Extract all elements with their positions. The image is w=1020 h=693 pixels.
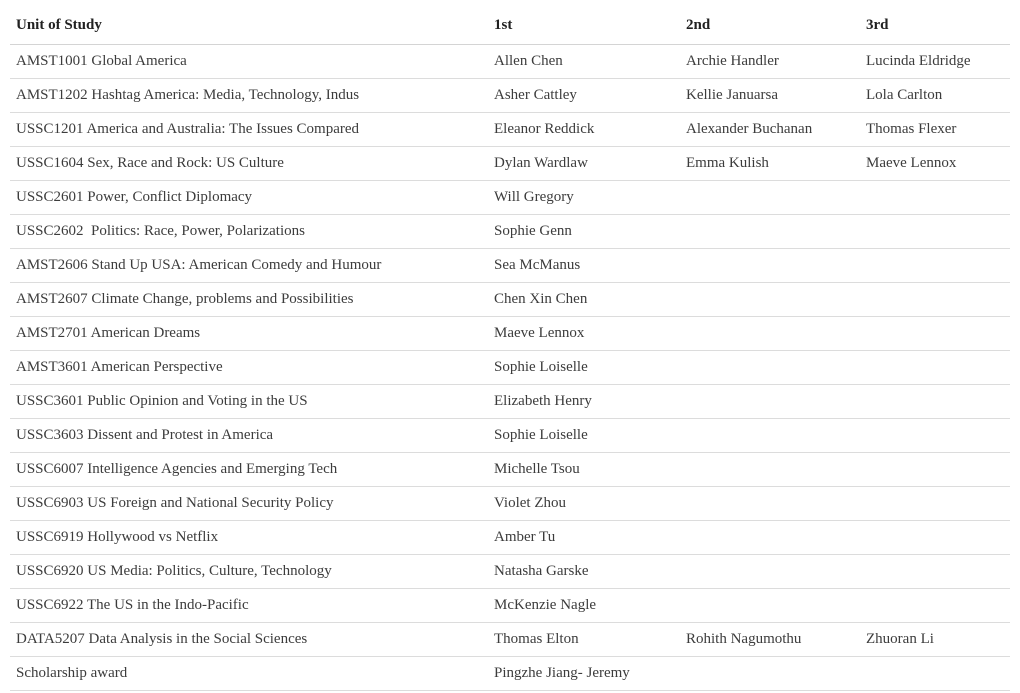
table-row: [10, 79, 1010, 113]
table-header-row: [10, 0, 1010, 45]
second-place-cell: [680, 283, 860, 317]
unit-cell: AMST1202 Hashtag America: Media, Technology, Indus: [10, 79, 488, 113]
unit-cell: USSC6007 Intelligence Agencies and Emerging Tech: [10, 453, 488, 487]
table-row: [10, 487, 1010, 521]
unit-cell: USSC6920 US Media: Politics, Culture, Technology: [10, 555, 488, 589]
second-place-cell: Archie Handler: [680, 45, 860, 79]
results-table-body: [10, 45, 1010, 691]
table-row: [10, 351, 1010, 385]
table-header: [10, 0, 1010, 45]
unit-cell: USSC6903 US Foreign and National Security Policy: [10, 487, 488, 521]
unit-cell: DATA5207 Data Analysis in the Social Sciences: [10, 623, 488, 657]
table-row: [10, 657, 1010, 691]
second-place-cell: [680, 555, 860, 589]
table-row: [10, 181, 1010, 215]
third-place-cell: [860, 657, 1010, 691]
third-place-cell: [860, 215, 1010, 249]
unit-cell: USSC1604 Sex, Race and Rock: US Culture: [10, 147, 488, 181]
third-place-cell: [860, 351, 1010, 385]
table-row: [10, 317, 1010, 351]
unit-cell: USSC2601 Power, Conflict Diplomacy: [10, 181, 488, 215]
table-row: [10, 385, 1010, 419]
second-place-cell: [680, 453, 860, 487]
unit-cell: USSC1201 America and Australia: The Issues Compared: [10, 113, 488, 147]
first-place-cell: Amber Tu: [488, 521, 680, 555]
third-place-cell: [860, 453, 1010, 487]
second-place-cell: [680, 351, 860, 385]
second-place-cell: [680, 589, 860, 623]
second-place-cell: [680, 385, 860, 419]
first-place-cell: Pingzhe Jiang- Jeremy: [488, 657, 680, 691]
third-place-cell: [860, 181, 1010, 215]
third-place-cell: [860, 555, 1010, 589]
awards-results-table: [10, 0, 1010, 691]
second-place-cell: Emma Kulish: [680, 147, 860, 181]
first-place-cell: Sophie Loiselle: [488, 419, 680, 453]
third-place-cell: [860, 317, 1010, 351]
second-place-cell: [680, 657, 860, 691]
third-place-cell: Lola Carlton: [860, 79, 1010, 113]
first-place-cell: Elizabeth Henry: [488, 385, 680, 419]
third-place-cell: Zhuoran Li: [860, 623, 1010, 657]
unit-cell: USSC2602 Politics: Race, Power, Polarizations: [10, 215, 488, 249]
second-place-cell: Rohith Nagumothu: [680, 623, 860, 657]
first-place-cell: Chen Xin Chen: [488, 283, 680, 317]
table-row: [10, 555, 1010, 589]
unit-cell: USSC6922 The US in the Indo-Pacific: [10, 589, 488, 623]
second-place-cell: [680, 215, 860, 249]
table-row: [10, 249, 1010, 283]
second-place-cell: [680, 249, 860, 283]
third-place-cell: [860, 589, 1010, 623]
first-place-cell: Sophie Loiselle: [488, 351, 680, 385]
third-place-cell: [860, 487, 1010, 521]
column-header-1st: 1st: [488, 0, 680, 45]
second-place-cell: Alexander Buchanan: [680, 113, 860, 147]
unit-cell: AMST2701 American Dreams: [10, 317, 488, 351]
table-row: [10, 623, 1010, 657]
column-header-unit-of-study: Unit of Study: [10, 0, 488, 45]
first-place-cell: Michelle Tsou: [488, 453, 680, 487]
third-place-cell: Maeve Lennox: [860, 147, 1010, 181]
table-row: [10, 113, 1010, 147]
first-place-cell: McKenzie Nagle: [488, 589, 680, 623]
unit-cell: USSC6919 Hollywood vs Netflix: [10, 521, 488, 555]
table-row: [10, 215, 1010, 249]
table-row: [10, 521, 1010, 555]
table-row: [10, 589, 1010, 623]
first-place-cell: Dylan Wardlaw: [488, 147, 680, 181]
table-row: [10, 45, 1010, 79]
first-place-cell: Will Gregory: [488, 181, 680, 215]
third-place-cell: Thomas Flexer: [860, 113, 1010, 147]
second-place-cell: [680, 317, 860, 351]
first-place-cell: Eleanor Reddick: [488, 113, 680, 147]
table-row: [10, 419, 1010, 453]
unit-cell: USSC3601 Public Opinion and Voting in the US: [10, 385, 488, 419]
table-row: [10, 147, 1010, 181]
unit-cell: Scholarship award: [10, 657, 488, 691]
first-place-cell: Thomas Elton: [488, 623, 680, 657]
unit-cell: USSC3603 Dissent and Protest in America: [10, 419, 488, 453]
first-place-cell: Sea McManus: [488, 249, 680, 283]
second-place-cell: [680, 181, 860, 215]
second-place-cell: Kellie Januarsa: [680, 79, 860, 113]
third-place-cell: Lucinda Eldridge: [860, 45, 1010, 79]
table-row: [10, 453, 1010, 487]
third-place-cell: [860, 249, 1010, 283]
first-place-cell: Asher Cattley: [488, 79, 680, 113]
second-place-cell: [680, 419, 860, 453]
first-place-cell: Allen Chen: [488, 45, 680, 79]
third-place-cell: [860, 521, 1010, 555]
first-place-cell: Maeve Lennox: [488, 317, 680, 351]
unit-cell: AMST3601 American Perspective: [10, 351, 488, 385]
table-row: [10, 283, 1010, 317]
column-header-3rd: 3rd: [860, 0, 1010, 45]
second-place-cell: [680, 487, 860, 521]
third-place-cell: [860, 385, 1010, 419]
first-place-cell: Sophie Genn: [488, 215, 680, 249]
third-place-cell: [860, 283, 1010, 317]
second-place-cell: [680, 521, 860, 555]
unit-cell: AMST1001 Global America: [10, 45, 488, 79]
first-place-cell: Violet Zhou: [488, 487, 680, 521]
unit-cell: AMST2607 Climate Change, problems and Possibilities: [10, 283, 488, 317]
first-place-cell: Natasha Garske: [488, 555, 680, 589]
unit-cell: AMST2606 Stand Up USA: American Comedy and Humour: [10, 249, 488, 283]
column-header-2nd: 2nd: [680, 0, 860, 45]
third-place-cell: [860, 419, 1010, 453]
